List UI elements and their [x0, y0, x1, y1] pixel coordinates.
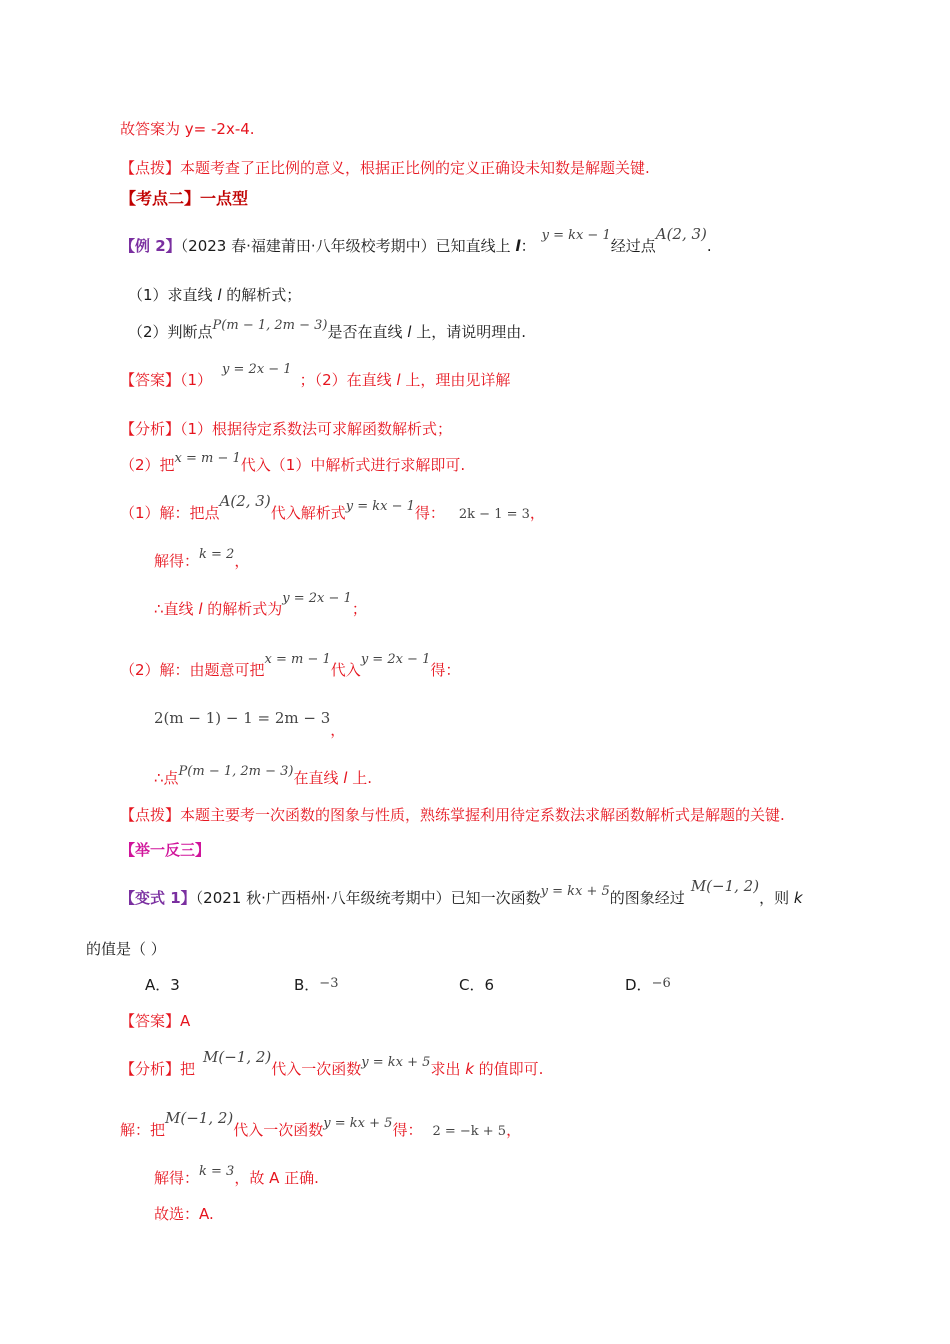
- answer-line: 故答案为 y= -2x-4.: [120, 120, 255, 138]
- solution-line: 故选：A.: [154, 1205, 214, 1223]
- solution-line: ∴点P(m − 1, 2m − 3)在直线 l 上.: [154, 764, 372, 787]
- solution-line: 2(m − 1) − 1 = 2m − 3，: [154, 709, 346, 739]
- solution-line: （1）解：把点A(2, 3)代入解析式y = kx − 1得： 2k − 1 = 3，: [120, 503, 545, 525]
- point: M(−1, 2): [690, 877, 760, 895]
- equation: y = kx + 5: [323, 1116, 393, 1131]
- variant-tag: 【变式 1】: [120, 889, 196, 907]
- question-1: （1）求直线 l 的解析式；: [128, 286, 302, 304]
- solution-line: （2）解：由题意可把x = m − 1代入y = 2x − 1得：: [120, 652, 461, 679]
- answer: 【答案】A: [120, 1012, 191, 1030]
- equation: y = kx − 1: [541, 228, 611, 243]
- solution-line: ∴直线 l 的解析式为y = 2x − 1；: [154, 591, 367, 618]
- example-tag: 【例 2】: [120, 237, 181, 255]
- section-heading: 【举一反三】: [120, 841, 211, 859]
- point: A(2, 3): [655, 225, 707, 243]
- option-a: A．3: [145, 976, 180, 994]
- equation: y = kx − 1: [345, 499, 415, 514]
- analysis-line: 【分析】（1）根据待定系数法可求解函数解析式；: [120, 420, 453, 438]
- section-heading: 【考点二】一点型: [120, 189, 249, 208]
- point: M(−1, 2): [165, 1109, 234, 1127]
- equation: k = 2: [199, 547, 235, 562]
- option-c: C．6: [459, 976, 495, 994]
- equation: x = m − 1: [264, 652, 331, 667]
- option-b: B．−3: [294, 976, 339, 994]
- tip-line: 【点拨】本题考查了正比例的意义，根据正比例的定义正确设未知数是解题关键.: [120, 159, 650, 177]
- equation: y = kx + 5: [361, 1055, 431, 1070]
- equation: 2 = −k + 5: [432, 1124, 507, 1139]
- point: P(m − 1, 2m − 3): [212, 318, 328, 333]
- equation: y = kx + 5: [540, 884, 610, 899]
- question-2: （2）判断点P(m − 1, 2m − 3)是否在直线 l 上，请说明理由.: [128, 318, 526, 341]
- example-2-line: 【例 2】（2023 春·福建莆田·八年级校考期中）已知直线上 l：y = kx − 1经过点A(2, 3).: [120, 225, 712, 255]
- variant-1-line: 的值是（ ）: [86, 940, 166, 958]
- equation: y = 2x − 1: [360, 652, 431, 667]
- equation: 2k − 1 = 3: [458, 507, 530, 522]
- equation: k = 3: [199, 1164, 235, 1179]
- point: P(m − 1, 2m − 3): [178, 764, 294, 779]
- point: A(2, 3): [219, 492, 271, 510]
- solution-line: 解：把M(−1, 2)代入一次函数y = kx + 5得： 2 = −k + 5，: [120, 1120, 521, 1142]
- solution-line: 解得：k = 3，故 A 正确.: [154, 1164, 319, 1187]
- analysis-line: 【分析】把M(−1, 2)代入一次函数y = kx + 5求出 k 的值即可.: [120, 1048, 544, 1078]
- equation: y = 2x − 1: [282, 591, 352, 606]
- option-d: D．−6: [625, 976, 671, 994]
- equation: y = 2x − 1: [222, 362, 292, 377]
- variant-1-line: 【变式 1】（2021 秋·广西梧州·八年级统考期中）已知一次函数y = kx + 5的图象经过M(−1, 2)，则 k: [120, 877, 803, 907]
- equation: x = m − 1: [174, 451, 241, 466]
- point: M(−1, 2): [203, 1048, 272, 1066]
- solution-line: 解得：k = 2，: [154, 547, 250, 570]
- tip-line: 【点拨】本题主要考一次函数的图象与性质，熟练掌握利用待定系数法求解函数解析式是解题的关键.: [120, 806, 785, 824]
- equation: 2(m − 1) − 1 = 2m − 3: [154, 709, 331, 727]
- answer: 【答案】（1）y = 2x − 1；（2）在直线 l 上，理由见详解: [120, 362, 511, 389]
- analysis-line: （2）把x = m − 1代入（1）中解析式进行求解即可.: [120, 451, 466, 474]
